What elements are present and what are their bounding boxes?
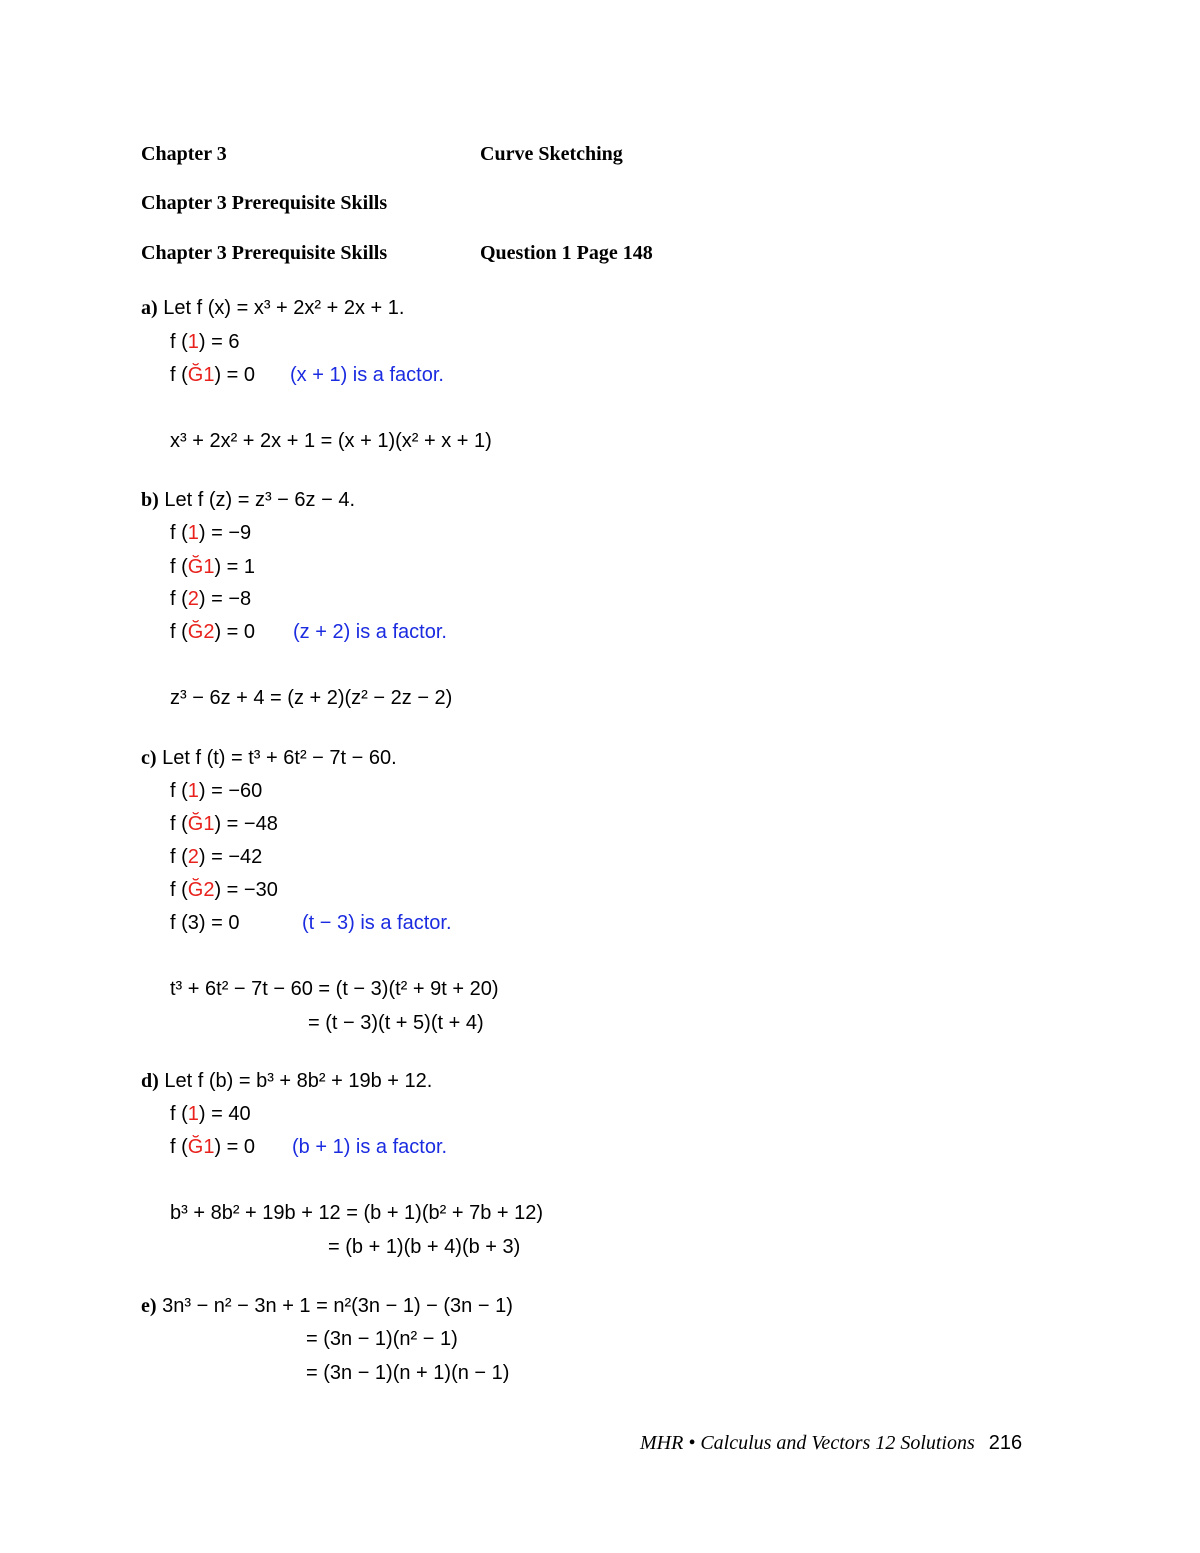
part-c-statement <box>141 747 397 770</box>
part-c-test-5: f (3) = 0 <box>170 912 240 934</box>
part-a-statement <box>141 297 404 320</box>
part-b-factor-note: (z + 2) is a factor. <box>293 621 447 643</box>
test-value: 1 <box>187 522 199 544</box>
part-b-test-2: f (Ğ1) = 1 <box>170 556 256 578</box>
test-value: 2 <box>187 588 199 610</box>
part-label: b) <box>141 489 159 511</box>
section-title-repeat: Chapter 3 Prerequisite Skills <box>141 242 388 264</box>
question-reference: Question 1 Page 148 <box>480 242 653 264</box>
part-c-test-1: f (1) = −60 <box>170 780 263 802</box>
test-value: 2 <box>187 846 199 868</box>
part-e-line-1 <box>141 1295 513 1318</box>
test-value: Ğ2 <box>187 879 215 901</box>
part-b-test-1: f (1) = −9 <box>170 522 252 544</box>
footer-text: MHR • Calculus and Vectors 12 Solutions <box>640 1432 975 1454</box>
test-value: 1 <box>187 1103 199 1125</box>
part-e-line-2: = (3n − 1)(n² − 1) <box>306 1328 458 1350</box>
part-d-factor-note: (b + 1) is a factor. <box>292 1136 448 1158</box>
page-number: 216 <box>988 1432 1023 1454</box>
part-b-test-4: f (Ğ2) = 0 <box>170 621 256 643</box>
part-b-statement <box>141 489 355 512</box>
part-d-statement <box>141 1070 432 1093</box>
part-d-test-2: f (Ğ1) = 0 <box>170 1136 256 1158</box>
let-expression: Let f (b) = b³ + 8b² + 19b + 12. <box>164 1070 433 1092</box>
part-a-test-1: f (1) = 6 <box>170 331 240 353</box>
part-c-factor-note: (t − 3) is a factor. <box>302 912 452 934</box>
part-label: c) <box>141 747 157 769</box>
let-expression: Let f (x) = x³ + 2x² + 2x + 1. <box>163 297 405 319</box>
test-value: Ğ1 <box>187 556 215 578</box>
part-e-line-3: = (3n − 1)(n + 1)(n − 1) <box>306 1362 510 1384</box>
chapter-topic: Curve Sketching <box>480 143 623 165</box>
part-d-result-line-1: b³ + 8b² + 19b + 12 = (b + 1)(b² + 7b + 12) <box>170 1202 544 1224</box>
section-title: Chapter 3 Prerequisite Skills <box>141 192 388 214</box>
page-footer <box>640 1432 1022 1455</box>
part-a-test-2: f (Ğ1) = 0 <box>170 364 256 386</box>
test-value: Ğ1 <box>187 1136 215 1158</box>
test-value: Ğ2 <box>187 621 215 643</box>
test-value: 1 <box>187 780 199 802</box>
part-a-factor-note: (x + 1) is a factor. <box>290 364 444 386</box>
part-b-test-3: f (2) = −8 <box>170 588 252 610</box>
part-c-test-2: f (Ğ1) = −48 <box>170 813 278 835</box>
let-expression: Let f (z) = z³ − 6z − 4. <box>164 489 355 511</box>
part-label: e) <box>141 1295 157 1317</box>
chapter-title: Chapter 3 <box>141 143 227 165</box>
test-value: Ğ1 <box>187 364 215 386</box>
part-label: a) <box>141 297 158 319</box>
part-c-test-3: f (2) = −42 <box>170 846 263 868</box>
part-d-result-line-2: = (b + 1)(b + 4)(b + 3) <box>328 1236 521 1258</box>
part-a-result: x³ + 2x² + 2x + 1 = (x + 1)(x² + x + 1) <box>170 430 492 452</box>
factoring-expression: 3n³ − n² − 3n + 1 = n²(3n − 1) − (3n − 1) <box>162 1295 513 1317</box>
part-c-result-line-2: = (t − 3)(t + 5)(t + 4) <box>308 1012 484 1034</box>
part-b-result: z³ − 6z + 4 = (z + 2)(z² − 2z − 2) <box>170 687 453 709</box>
test-value: Ğ1 <box>187 813 215 835</box>
part-d-test-1: f (1) = 40 <box>170 1103 251 1125</box>
part-label: d) <box>141 1070 159 1092</box>
let-expression: Let f (t) = t³ + 6t² − 7t − 60. <box>162 747 397 769</box>
test-value: 1 <box>187 331 199 353</box>
part-c-result-line-1: t³ + 6t² − 7t − 60 = (t − 3)(t² + 9t + 20) <box>170 978 499 1000</box>
part-c-test-4: f (Ğ2) = −30 <box>170 879 278 901</box>
